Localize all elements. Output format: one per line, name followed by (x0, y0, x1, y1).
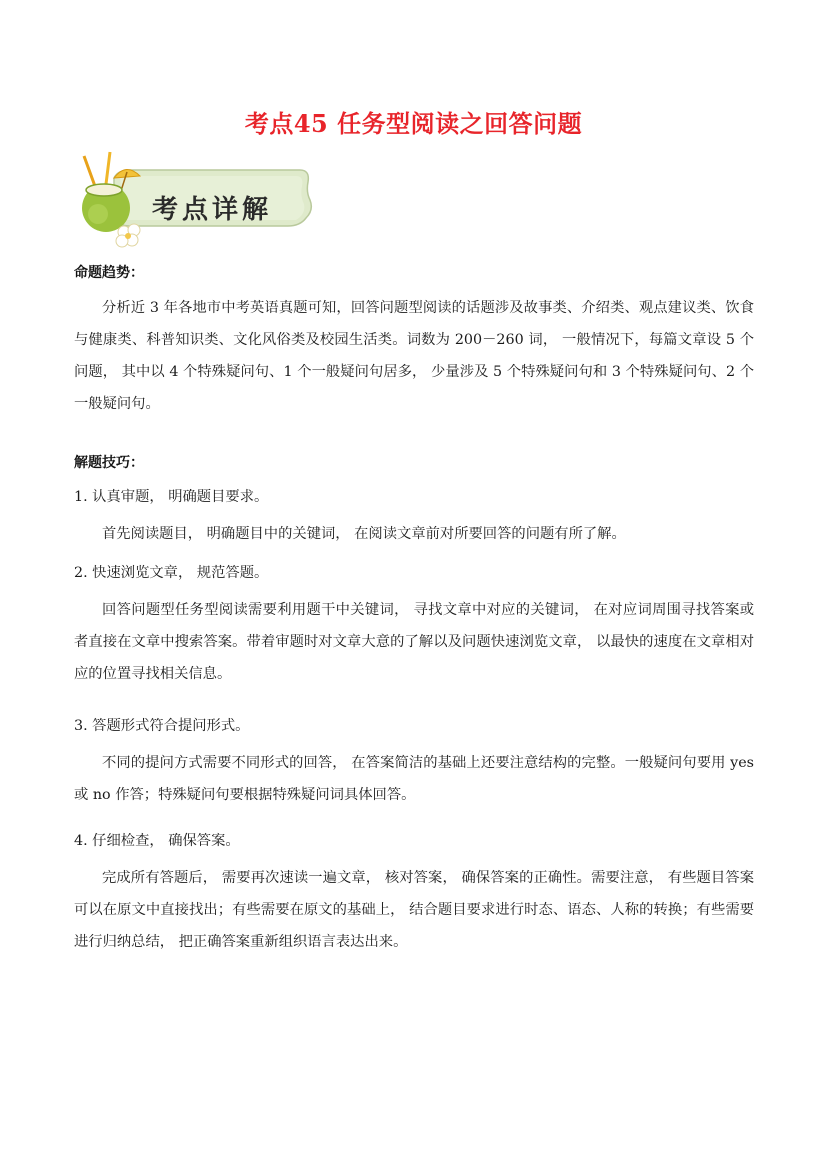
tip-2-title: 2. 快速浏览文章， 规范答题。 (74, 565, 269, 581)
trend-paragraph: 分析近 3 年各地市中考英语真题可知，回答问题型阅读的话题涉及故事类、介绍类、观点建议类、饮食与健康类、科普知识类、文化风俗类及校园生活类。词数为 200－260 词， 一般情况下，每篇文章设 5 个问题， 其中以 4 个特殊疑问句、1 个一般疑问句居多， 少量涉及 5 个特殊疑问句和 3 个特殊疑问句、2 个一般疑问句。 (74, 300, 755, 412)
trend-heading: 命题趋势： (74, 265, 144, 281)
tip-1-text: 首先阅读题目， 明确题目中的关键词， 在阅读文章前对所要回答的问题有所了解。 (102, 526, 626, 542)
tip-1-title: 1. 认真审题， 明确题目要求。 (74, 489, 269, 505)
tips-heading: 解题技巧： (74, 455, 144, 471)
page-title: 考点45 任务型阅读之回答问题 (244, 109, 583, 138)
flower-icon (116, 224, 140, 247)
tip-4-text: 完成所有答题后， 需要再次速读一遍文章， 核对答案， 确保答案的正确性。需要注意， 有些题目答案可以在原文中直接找出；有些需要在原文的基础上， 结合题目要求进行时态、语态、人称的转换；有些需要进行归纳总结， 把正确答案重新组织语言表达出来。 (74, 870, 754, 950)
tip-3-text: 不同的提问方式需要不同形式的回答， 在答案简洁的基础上还要注意结构的完整。一般疑问句要用 yes 或 no 作答；特殊疑问句要根据特殊疑问词具体回答。 (74, 755, 754, 803)
tip-4-title: 4. 仔细检查， 确保答案。 (74, 833, 240, 849)
banner-label: 考点详解 (152, 195, 273, 225)
coconut-drink-icon (82, 184, 130, 232)
tip-2-text: 回答问题型任务型阅读需要利用题干中关键词， 寻找文章中对应的关键词， 在对应词周围寻找答案或者直接在文章中搜索答案。带着审题时对文章大意的了解以及问题快速浏览文章， 以最快的速度在文章相对应的位置寻找相关信息。 (74, 602, 754, 682)
tip-3-title: 3. 答题形式符合提问形式。 (74, 718, 250, 734)
